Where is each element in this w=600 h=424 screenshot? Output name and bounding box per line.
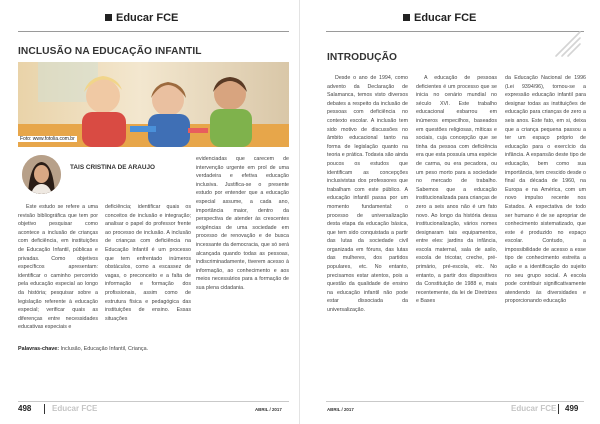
keywords-label: Palavras-chave: bbox=[18, 346, 60, 352]
text-column-3 bbox=[505, 74, 586, 306]
section-title: INTRODUÇÃO bbox=[327, 52, 398, 63]
header-rule bbox=[18, 31, 289, 32]
text-column-2 bbox=[416, 74, 497, 306]
magazine-name: Educar FCE bbox=[414, 12, 477, 24]
footer-rule bbox=[326, 401, 584, 402]
page-number: 499 bbox=[565, 404, 579, 413]
footer-date: ABRIL / 2017 bbox=[327, 407, 354, 412]
keywords-text: Inclusão, Educação Infantil, Criança. bbox=[60, 346, 149, 352]
magazine-header bbox=[403, 12, 476, 24]
footer-rule bbox=[18, 401, 289, 402]
children-classroom-image bbox=[18, 62, 289, 147]
text-column-2 bbox=[105, 203, 191, 323]
article-photo bbox=[18, 62, 289, 147]
text-column-3 bbox=[196, 155, 289, 293]
author-avatar bbox=[22, 155, 61, 194]
square-icon bbox=[105, 14, 112, 21]
paragraph: evidenciadas que carecem de intervenção urgente em prol de uma verdadeira e efetiva educação inclusiva. Justifica-se o presente estudo por entender que a educação especial assume, a cada ano, importância maior, dentro da perspectiva de atender às crescentes exigências de uma sociedade em processo de renovação e de busca incessante da democracia, que só será alcançada quando todas as pessoas, indiscriminadamente, tiverem acesso à informação, ao conhecimento e aos meios necessários para a formação de sua plena cidadania. bbox=[196, 156, 289, 291]
paragraph: Este estudo se refere a uma revisão bibliográfica que tem por objetivo pesquisar como acontece a inclusão de crianças com deficiência, em instituições de Educação Infantil, públicas e privadas. Como objetivos específicos apresentam: identificar o caminho percorrido pela educação especial ao longo da história; pesquisar sobre a legislação referente à educação especial; verificar quais as diferenças entre necessidades educativas especiais e bbox=[18, 204, 98, 331]
corner-ornament-icon bbox=[550, 26, 584, 60]
paragraph: deficiência; identificar quais os conceitos de inclusão e integração; analisar o papel do professor frente ao processo de inclusão. A inclusão de crianças com deficiência na Educação Infantil é um processo que tem enfrentado inúmeros obstáculos, como a escassez de vagas, o preconceito e a falta de informação e formação dos profissionais, assim como de estrutura física e pedagógica das instituições de ensino. Essas situações bbox=[105, 204, 191, 322]
page-number: 498 bbox=[18, 404, 32, 413]
magazine-name: Educar FCE bbox=[116, 12, 179, 24]
paragraph: A educação de pessoas deficientes é um processo que se inicia no cenário mundial no século XVI. Este trabalho educacional esbarrou em inúmeros empecilhos, baseados em questões religiosas, míticas e sociais, cuja concepção que se tinha da pessoa com deficiência era que esta possuía uma espécie de carma, ou era pecadora, ou um peso morto para a sociedade no mercado de trabalho. Sabemos que a educação institucionalizada para crianças de zero a seis anos não é um fato novo. Ao longo da história dessa institucionalização, vários nomes designaram tais equipamentos, entre eles: jardins da infância, escola maternal, sala de asilo, escola de tricotar, creche, pré-primário, pré-escola, etc. No entanto, a partir dos dispositivos da Constituição de 1988 e, mais recentemente, da lei de Diretrizes e Bases bbox=[416, 75, 497, 305]
article-title: INCLUSÃO NA EDUCAÇÃO INFANTIL bbox=[18, 46, 202, 57]
right-page bbox=[300, 0, 600, 424]
footer-date: ABRIL / 2017 bbox=[255, 407, 282, 412]
footer-magazine-name: Educar FCE bbox=[52, 404, 98, 413]
paragraph: Desde o ano de 1994, como advento da Declaração de Salamanca, temos visto diversos debates a respeito da inclusão de pessoas com deficiência no contexto escolar. A inclusão tem sido motivo de discussões no âmbito educacional tanto na forma de legislação quanto na teoria e prática. Todavia são ainda poucos os estudos que identificam as concepções inclusivistas dos professores que trabalham com este público. A educação infantil passa por um momento fundamental: o processo de universalização desta etapa da educação básica, que tem sido conquistada a partir das lutas da sociedade civil organizada em fóruns, das lutas das mulheres, dos partidos populares, etc. No entanto, precisamos estar atentos, pois a questão da qualidade de ensino na educação infantil não pode estar dissociada da universalização. bbox=[327, 75, 408, 314]
author-name: TAIS CRISTINA DE ARAUJO bbox=[70, 164, 155, 171]
magazine-header bbox=[105, 12, 178, 24]
footer-separator bbox=[558, 404, 559, 414]
text-column-1 bbox=[327, 74, 408, 315]
footer-magazine-name: Educar FCE bbox=[511, 404, 557, 413]
paragraph: da Educação Nacional de 1996 (Lei 9394/96), tornou-se a expressão educação infantil para designar todas as instituições de educação para crianças de zero a seis anos. Este fato, em si, deixa que a criança pequena passou a ter um espaço próprio de educação para o exercício da infância. A expansão deste tipo de educação, bem como sua importância, tem crescido desde o final da década de 1960, na Europa e na América, com um novo impulso recente nos Estados. A expectativa de todo ser humano é de se apropriar de conhecimento sistematizado, que este é produzido no espaço escolar. Contudo, a impossibilidade de acesso a esse tipo de conhecimento estreita a ação e a identificação do sujeito no seu grupo social. A escola pode contribuir significativamente atendendo às diversidades e proporcionando educação bbox=[505, 75, 586, 305]
header-rule bbox=[326, 31, 584, 32]
footer-separator bbox=[44, 404, 45, 414]
square-icon bbox=[403, 14, 410, 21]
photo-credit: Foto: www.fotolia.com.br bbox=[20, 136, 75, 142]
author-portrait-image bbox=[22, 155, 61, 194]
text-column-1 bbox=[18, 203, 98, 332]
keywords bbox=[18, 346, 148, 352]
